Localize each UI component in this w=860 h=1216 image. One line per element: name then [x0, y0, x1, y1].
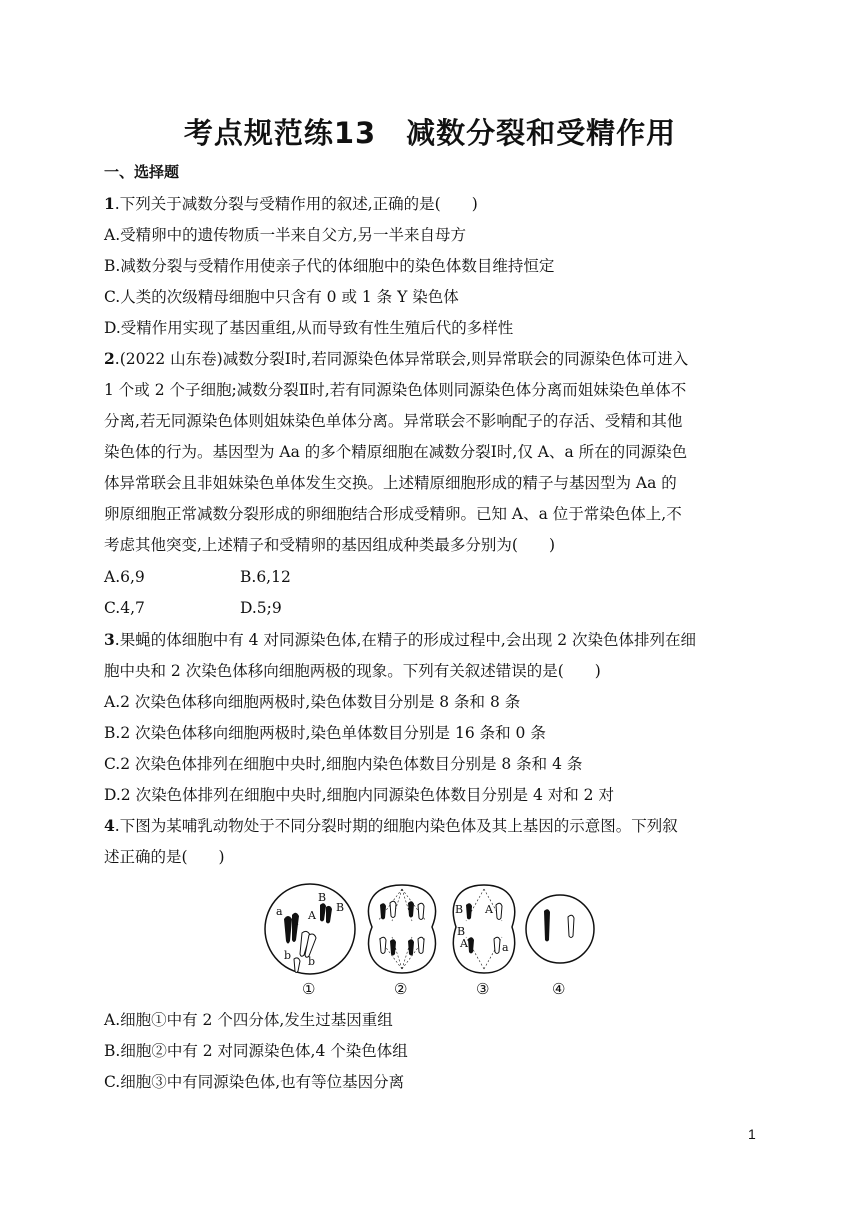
cell-1: [265, 884, 355, 974]
question-3-line-1: [104, 629, 696, 651]
question-2-line-7: 考虑其他突变,上述精子和受精卵的基因组成种类最多分别为( ): [104, 536, 556, 554]
question-4-option-b: B.细胞②中有 2 对同源染色体,4 个染色体组: [104, 1042, 408, 1060]
question-2-text: .(2022 山东卷)减数分裂Ⅰ时,若同源染色体异常联会,则异常联会的同源染色体可进入: [114, 350, 689, 368]
page-number: 1: [748, 1126, 756, 1142]
question-3-option-d: D.2 次染色体排列在细胞中央时,细胞内同源染色体数目分别是 4 对和 2 对: [104, 786, 614, 804]
question-3-line-2: 胞中央和 2 次染色体移向细胞两极的现象。下列有关叙述错误的是( ): [104, 662, 601, 680]
question-1-text: .下列关于减数分裂与受精作用的叙述,正确的是( ): [114, 195, 478, 213]
question-2-option-a: A.6,9: [104, 568, 145, 586]
question-3-text: .果蝇的体细胞中有 4 对同源染色体,在精子的形成过程中,会出现 2 次染色体排列在细: [114, 631, 697, 649]
question-3-option-a: A.2 次染色体移向细胞两极时,染色体数目分别是 8 条和 8 条: [104, 693, 521, 711]
cell-division-figure: [262, 881, 602, 999]
question-3-number: 3: [104, 630, 115, 649]
question-1-number: 1: [104, 194, 115, 213]
section-heading: 一、选择题: [104, 163, 180, 181]
page-title: 考点规范练13 减数分裂和受精作用: [183, 116, 677, 150]
question-1-option-c: C.人类的次级精母细胞中只含有 0 或 1 条 Y 染色体: [104, 288, 459, 306]
cell-4: [526, 895, 594, 963]
gene-label: b: [284, 949, 292, 962]
question-1-option-b: B.减数分裂与受精作用使亲子代的体细胞中的染色体数目维持恒定: [104, 257, 555, 275]
question-3-option-c: C.2 次染色体排列在细胞中央时,细胞内染色体数目分别是 8 条和 4 条: [104, 755, 583, 773]
question-2-line-3: 分离,若无同源染色体则姐妹染色单体分离。异常联会不影响配子的存活、受精和其他: [104, 412, 683, 430]
gene-label: a: [292, 915, 299, 928]
question-4-option-c: C.细胞③中有同源染色体,也有等位基因分离: [104, 1073, 405, 1091]
figure-label-2: ②: [394, 980, 408, 998]
question-4-line-2: 述正确的是( ): [104, 848, 225, 866]
question-1-stem: [104, 193, 478, 215]
question-3-option-b: B.2 次染色体移向细胞两极时,染色单体数目分别是 16 条和 0 条: [104, 724, 546, 742]
question-2-option-c: C.4,7: [104, 599, 145, 617]
question-1-option-d: D.受精作用实现了基因重组,从而导致有性生殖后代的多样性: [104, 319, 514, 337]
gene-label: A: [308, 909, 316, 922]
question-2-line-2: 1 个或 2 个子细胞;减数分裂Ⅱ时,若有同源染色体则同源染色体分离而姐妹染色单体不: [104, 381, 687, 399]
cell-2: [369, 885, 436, 973]
question-4-line-1: [104, 815, 678, 837]
question-2-option-d: D.5;9: [240, 599, 282, 617]
cell-3: [453, 885, 514, 973]
question-2-line-4: 染色体的行为。基因型为 Aa 的多个精原细胞在减数分裂Ⅰ时,仅 A、a 所在的同源染色: [104, 443, 688, 461]
question-4-option-a: A.细胞①中有 2 个四分体,发生过基因重组: [104, 1011, 393, 1029]
question-2-line-5: 体异常联会且非姐妹染色单体发生交换。上述精原细胞形成的精子与基因型为 Aa 的: [104, 474, 677, 492]
question-2-number: 2: [104, 349, 115, 368]
question-4-number: 4: [104, 816, 115, 835]
gene-label: B: [457, 925, 466, 938]
question-2-line-1: [104, 348, 688, 370]
gene-label: A: [485, 903, 493, 916]
question-1-option-a: A.受精卵中的遗传物质一半来自父方,另一半来自母方: [104, 226, 467, 244]
gene-label: b: [308, 955, 316, 968]
gene-label: B: [336, 901, 345, 914]
question-2-option-b: B.6,12: [240, 568, 291, 586]
figure-label-3: ③: [476, 980, 490, 998]
figure-label-1: ①: [302, 980, 316, 998]
gene-label: A: [460, 937, 468, 950]
question-2-line-6: 卵原细胞正常减数分裂形成的卵细胞结合形成受精卵。已知 A、a 位于常染色体上,不: [104, 505, 682, 523]
figure-label-4: ④: [552, 980, 566, 998]
gene-label: a: [502, 941, 509, 954]
gene-label: B: [318, 891, 327, 904]
gene-label: a: [276, 905, 283, 918]
question-4-text: .下图为某哺乳动物处于不同分裂时期的细胞内染色体及其上基因的示意图。下列叙: [114, 817, 678, 835]
gene-label: B: [455, 903, 464, 916]
